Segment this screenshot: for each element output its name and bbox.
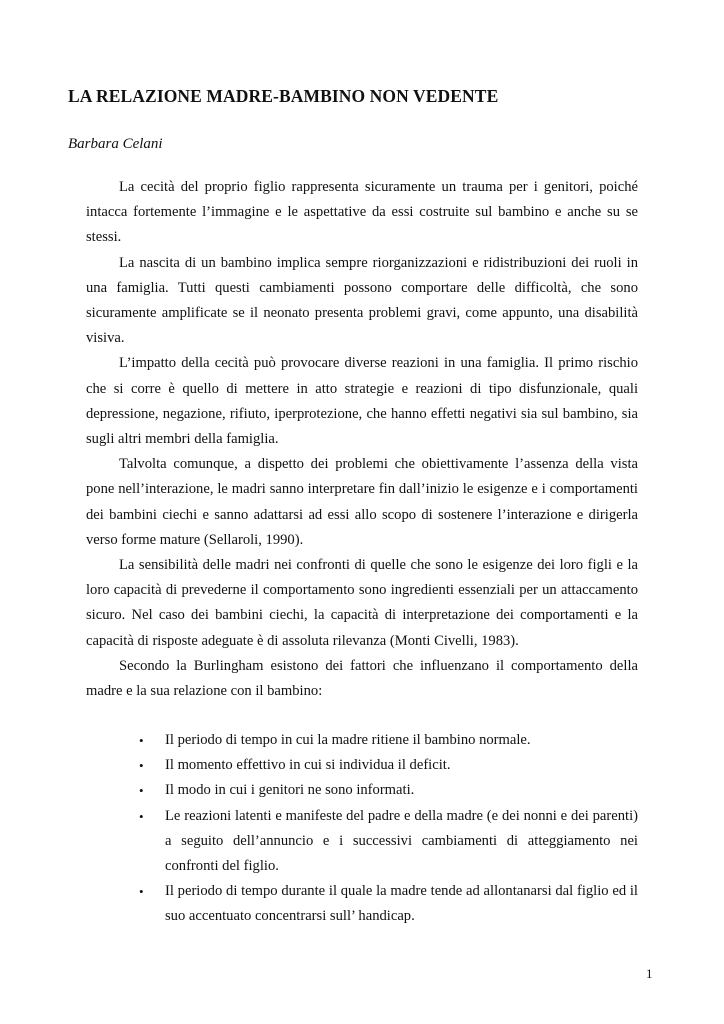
- paragraph: Secondo la Burlingham esistono dei fattori che influenzano il comportamento della madre e la sua relazione con il bambino:: [86, 657, 638, 700]
- list-item-text: Il momento effettivo in cui si individua il deficit.: [165, 757, 451, 774]
- list-item-text: Il periodo di tempo durante il quale la madre tende ad allontanarsi dal figlio ed il suo accentuato concentrarsi sull’ handicap.: [165, 883, 638, 925]
- paragraph: L’impatto della cecità può provocare diverse reazioni in una famiglia. Il primo rischio che si corre è quello di mettere in atto strategie e reazioni di tipo disfunzionale, quali depressione, negazione, rifiuto, iperprotezione, che hanno effetti negativi sia sul bambino, sia sugli altri membri della famiglia.: [86, 355, 638, 448]
- paragraph: Talvolta comunque, a dispetto dei problemi che obiettivamente l’assenza della vista pone nell’interazione, le madri sanno interpretare fin dall’inizio le esigenze e i comportamenti dei bambini ciechi e sanno adattarsi ad essi allo scopo di sostenere l’interazione e dirigerla verso forme mature (Sellaroli, 1990).: [86, 456, 638, 548]
- page-number: 1: [646, 966, 653, 981]
- bullet-icon: •: [139, 884, 144, 900]
- list-item: [137, 879, 638, 929]
- paragraph: La cecità del proprio figlio rappresenta sicuramente un trauma per i genitori, poiché intacca fortemente l’immagine e le aspettative da essi costruite sul bambino e anche su se stessi.: [86, 179, 638, 246]
- body-text: [86, 175, 638, 704]
- document-title: LA RELAZIONE MADRE-BAMBINO NON VEDENTE: [68, 86, 499, 106]
- paragraph: La sensibilità delle madri nei confronti di quelle che sono le esigenze dei loro figli e la loro capacità di prevederne il comportamento sono ingredienti essenziali per un attaccamento sicuro. Nel caso dei bambini ciechi, la capacità di interpretazione dei comportamenti e la capacità di risposte adeguate è di assoluta rilevanza (Monti Civelli, 1983).: [86, 557, 638, 649]
- bullet-icon: •: [139, 733, 144, 748]
- list-item: [137, 778, 638, 803]
- list-item-text: Il modo in cui i genitori ne sono informati.: [165, 782, 415, 799]
- list-item: [137, 753, 638, 778]
- list-item-text: Il periodo di tempo in cui la madre ritiene il bambino normale.: [165, 732, 531, 748]
- list-item-text: Le reazioni latenti e manifeste del padre e della madre (e dei nonni e dei parenti) a seguito dell’annuncio e i successivi cambiamenti di atteggiamento nei confronti del figlio.: [165, 807, 638, 875]
- factor-list: [137, 728, 638, 930]
- list-item: [137, 804, 638, 880]
- bullet-icon: •: [139, 783, 144, 799]
- list-item: [137, 728, 638, 753]
- bullet-icon: •: [139, 758, 144, 774]
- bullet-icon: •: [139, 808, 144, 824]
- author-name: Barbara Celani: [68, 136, 163, 152]
- paragraph: La nascita di un bambino implica sempre riorganizzazioni e ridistribuzioni dei ruoli in una famiglia. Tutti questi cambiamenti possono comportare delle difficoltà, che sono sicuramente amplificate se il neonato presenta problemi gravi, come appunto, una disabilità visiva.: [86, 254, 638, 347]
